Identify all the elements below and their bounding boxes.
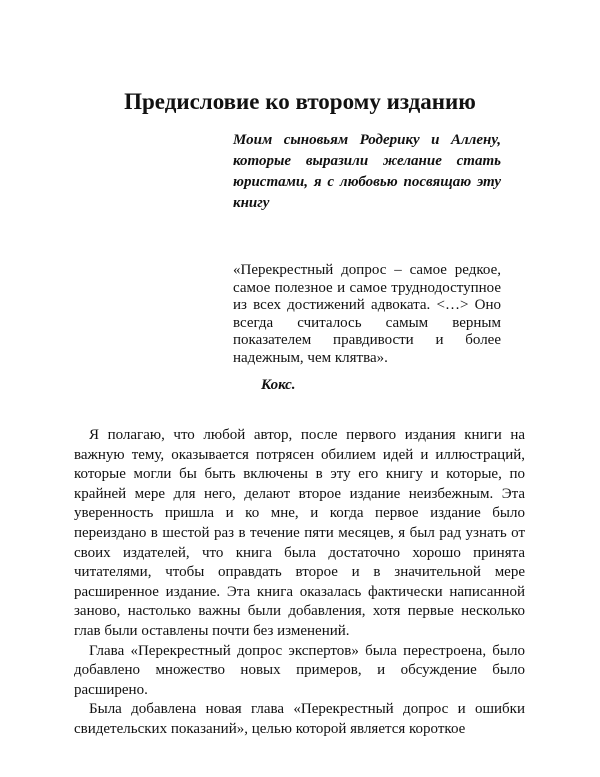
paragraph: Я полагаю, что любой автор, после первого издания книги на важную тему, оказывается потрясен обилием идей и иллюстраций, которые могли бы быть включены в эту его книгу и которые, по крайней мере для него, делают второе издание неизбежным. Эта уверенность пришла и ко мне, и когда первое издание было переиздано в шестой раз в течение пяти месяцев, я был рад узнать от своих издателей, что книга была достаточно хорошо принята читателями, чтобы оправдать второе и в значительной мере расширенное издание. Эта книга оказалась фактически написанной заново, настолько важны были добавления, хотя первые несколько глав были оставлены почти без изменений. xyxy=(74,427,525,639)
epigraph-quote: «Перекрестный допрос – самое редкое, самое полезное и самое труднодоступное из всех достижений адвоката. <…> Оно всегда считалось самым верным показателем правдивости и более надежным, чем клятва». xyxy=(233,262,501,366)
paragraph: Была добавлена новая глава «Перекрестный допрос и ошибки свидетельских показаний», целью которой является короткое xyxy=(74,701,525,737)
dedication-text: Моим сыновьям Родерику и Аллену, которые выразили желание стать юристами, я с любовью посвящаю эту книгу xyxy=(233,132,501,211)
epigraph-author: Кокс. xyxy=(261,377,296,393)
paragraph: Глава «Перекрестный допрос экспертов» была перестроена, было добавлено множество новых примеров, и обсуждение было расширено. xyxy=(74,642,525,698)
page-title: Предисловие ко второму изданию xyxy=(124,89,476,114)
body-text xyxy=(74,426,525,740)
